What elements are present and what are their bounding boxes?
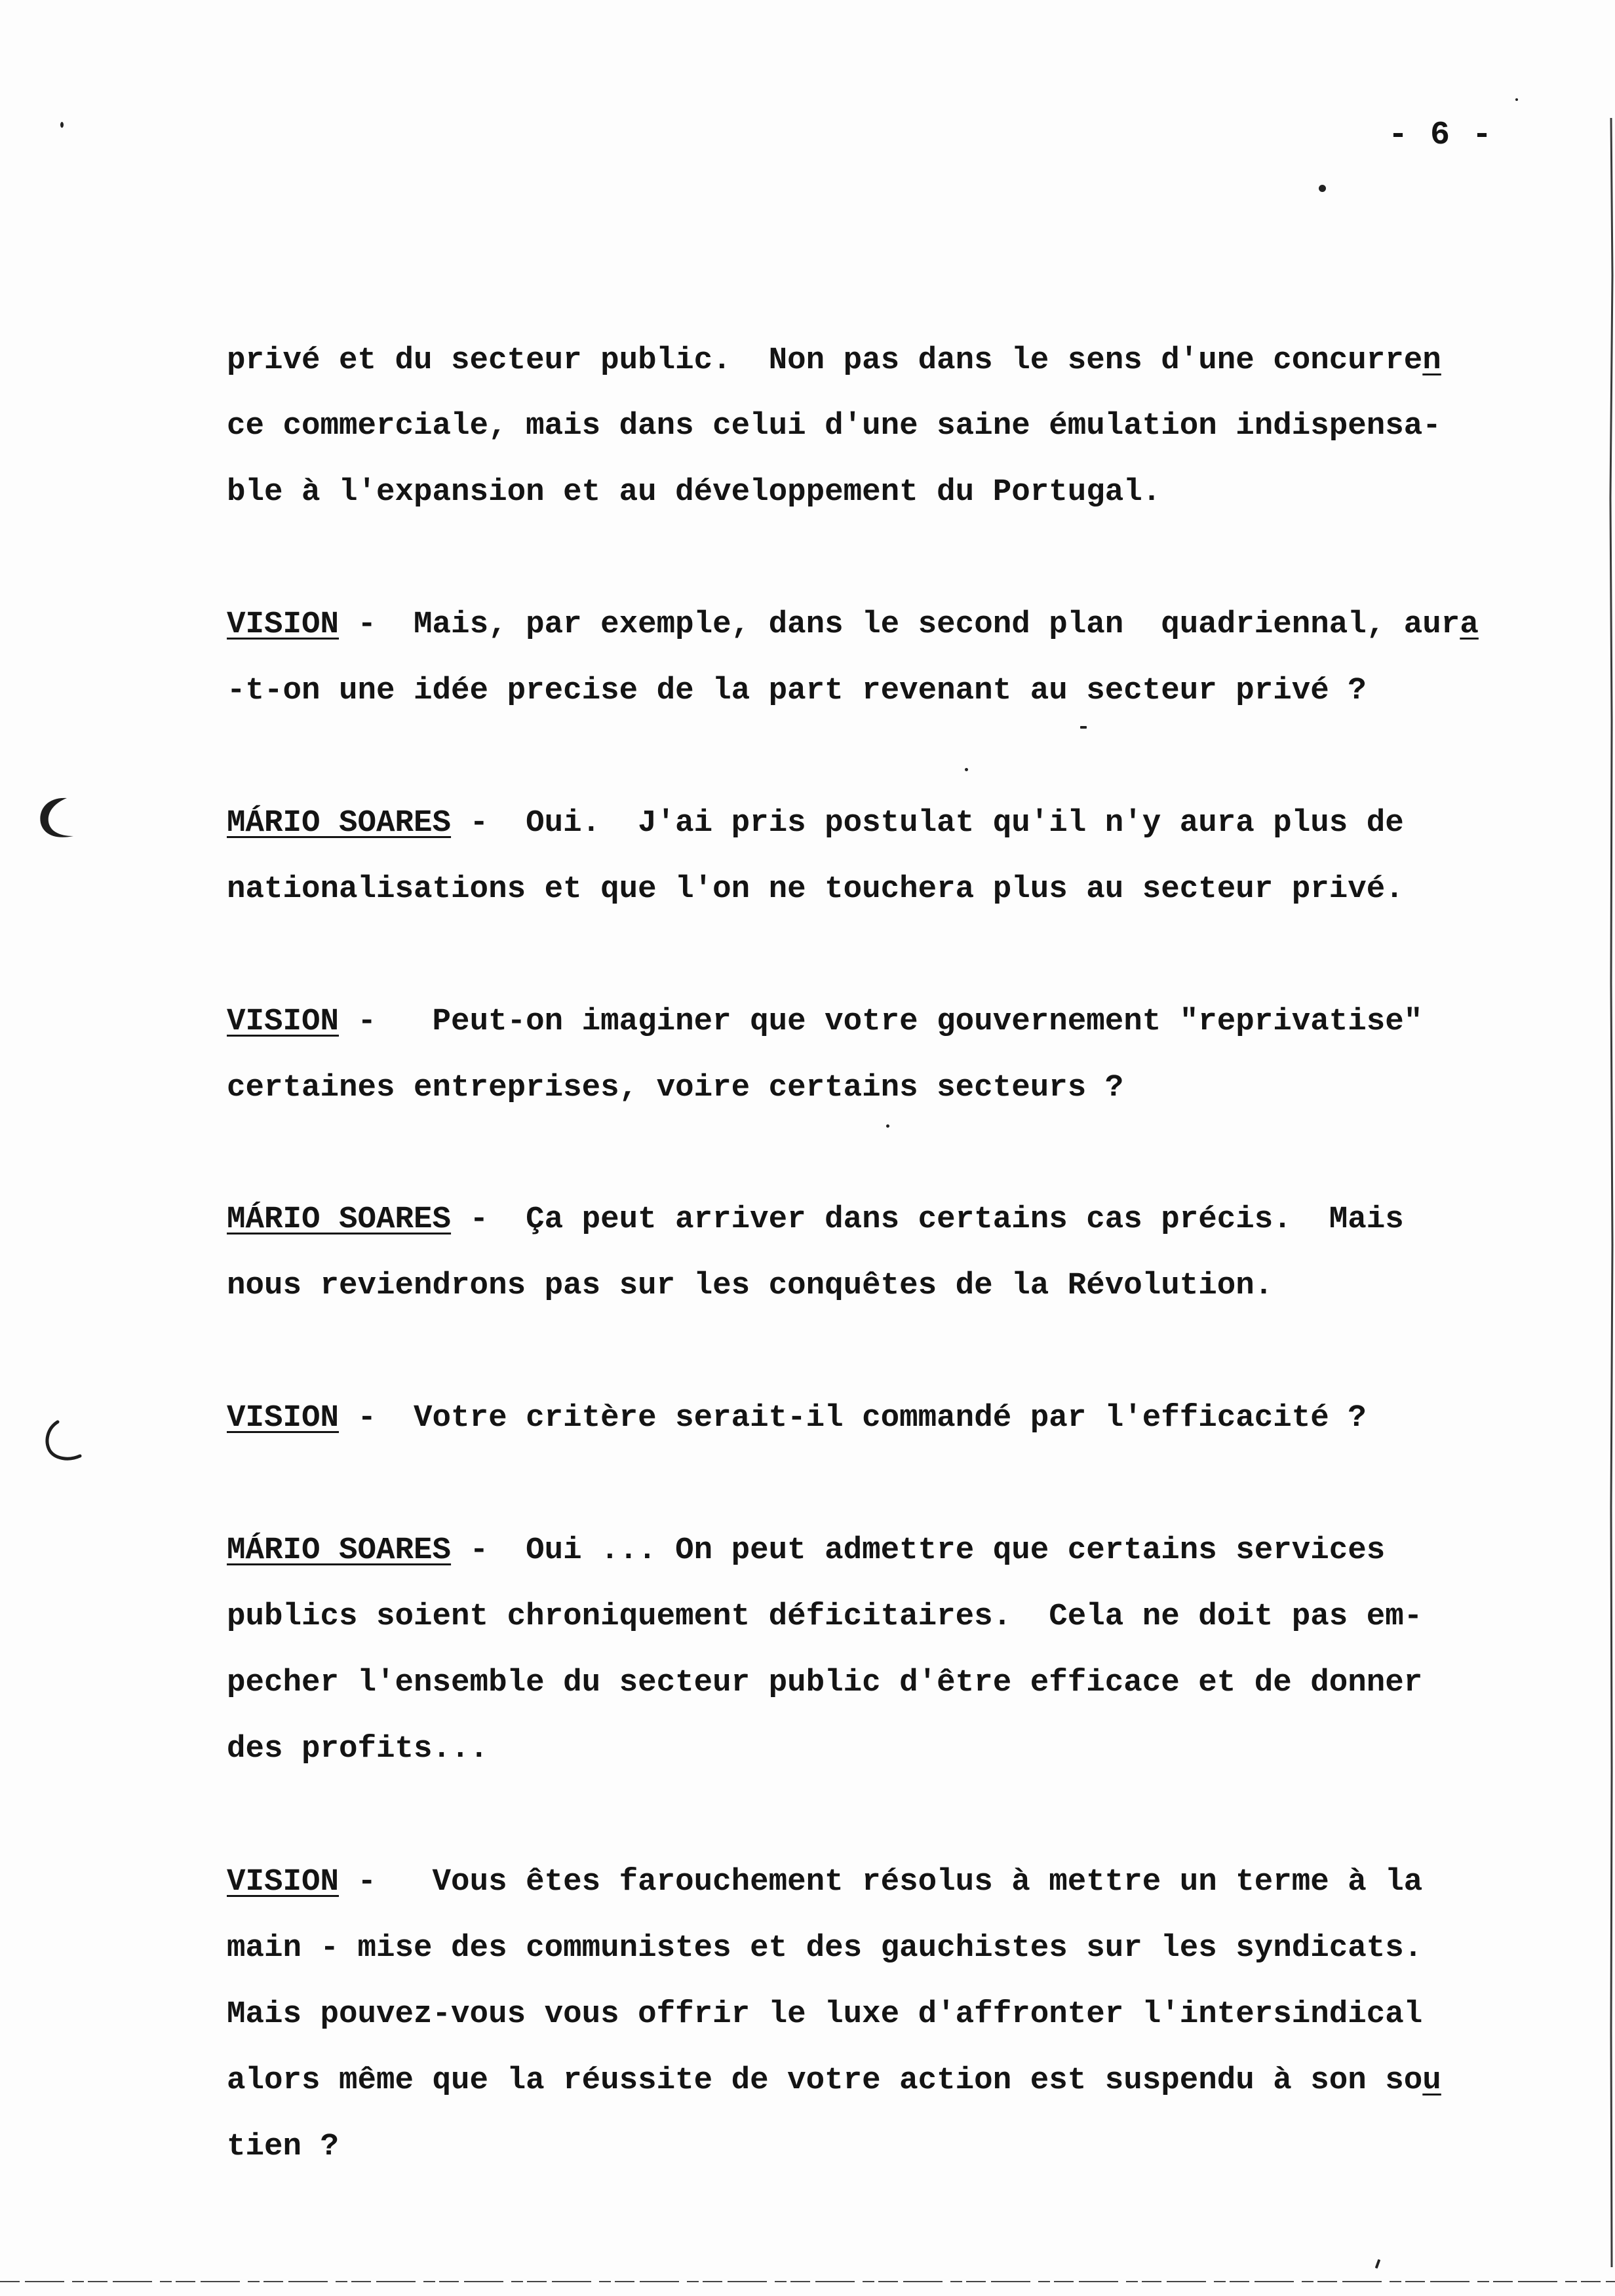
line-text: - Oui ... On peut admettre que certains services: [451, 1533, 1386, 1568]
text-line: [227, 1864, 1423, 1900]
scan-speck: [1080, 726, 1087, 729]
text-line: [227, 1999, 1422, 2031]
text-line: [227, 1665, 1423, 1700]
text-line: [227, 871, 1404, 907]
line-text: des profits...: [227, 1731, 489, 1767]
text-line: [227, 1070, 1124, 1105]
line-text: main - mise des communistes et des gauchistes sur les syndicats.: [227, 1930, 1423, 1966]
line-text: ce commerciale, mais dans celui d'une saine émulation indispensa-: [227, 408, 1441, 444]
text-line: [227, 474, 1161, 510]
page-number: - 6 -: [1388, 117, 1494, 154]
speaker-label: VISION: [227, 1400, 340, 1436]
scan-speck: [1319, 185, 1326, 192]
text-line: [227, 345, 1441, 377]
scan-speck: [886, 1124, 889, 1128]
text-line: [227, 805, 1404, 841]
page-edge: [1606, 0, 1615, 2296]
line-text: - Peut-on imaginer que votre gouvernement "reprivatise": [339, 1004, 1423, 1039]
speaker-label: VISION: [227, 1864, 340, 1900]
line-text: ble à l'expansion et au développement du Portugal.: [227, 474, 1161, 510]
speaker-label: VISION: [227, 607, 340, 642]
text-line: [227, 1204, 1404, 1236]
text-line: [227, 1535, 1385, 1567]
line-text: -t-on une idée precise de la part revenant au secteur privé ?: [227, 673, 1367, 708]
line-text: publics soient chroniquement déficitaires. Cela ne doit pas em-: [227, 1599, 1423, 1634]
scan-speck: [965, 768, 968, 771]
text-line: [227, 1731, 489, 1767]
line-tail: a: [1460, 607, 1479, 642]
line-text: tien ?: [227, 2129, 340, 2164]
line-text: certaines entreprises, voire certains secteurs ?: [227, 1070, 1124, 1105]
text-line: [227, 1930, 1423, 1966]
text-line: [227, 2065, 1441, 2097]
line-text: - Vous êtes farouchement résolus à mettre un terme à la: [339, 1864, 1423, 1900]
scan-speck: [1515, 98, 1518, 101]
line-text: - Oui. J'ai pris postulat qu'il n'y aura plus de: [451, 805, 1404, 841]
speaker-label: VISION: [227, 1004, 340, 1039]
speaker-label: MÁRIO SOARES: [227, 1533, 452, 1568]
text-line: [227, 408, 1441, 444]
text-line: [227, 1400, 1367, 1436]
speaker-label: MÁRIO SOARES: [227, 805, 452, 841]
line-text: - Ça peut arriver dans certains cas précis. Mais: [451, 1202, 1404, 1237]
text-line: [227, 2129, 340, 2164]
punch-hole-mark: [38, 1415, 90, 1468]
speaker-label: MÁRIO SOARES: [227, 1202, 452, 1237]
page-edge: [0, 2279, 1615, 2284]
text-line: [227, 609, 1479, 641]
line-text: Mais pouvez-vous vous offrir le luxe d'affronter l'intersindical: [227, 1997, 1423, 2032]
line-text: alors même que la réussite de votre action est suspendu à son so: [227, 2063, 1423, 2098]
text-line: [227, 1268, 1274, 1303]
line-text: nous reviendrons pas sur les conquêtes de la Révolution.: [227, 1268, 1274, 1303]
punch-hole-mark: [33, 793, 85, 845]
line-text: nationalisations et que l'on ne touchera plus au secteur privé.: [227, 871, 1404, 907]
line-text: - Mais, par exemple, dans le second plan quadriennal, aur: [339, 607, 1460, 642]
line-text: - Votre critère serait-il commandé par l'efficacité ?: [339, 1400, 1367, 1436]
line-tail: n: [1422, 343, 1441, 378]
line-text: privé et du secteur public. Non pas dans le sens d'une concurre: [227, 343, 1423, 378]
line-tail: u: [1422, 2063, 1441, 2098]
scan-speck: [1375, 2259, 1381, 2269]
text-line: [227, 1601, 1422, 1633]
line-text: pecher l'ensemble du secteur public d'être efficace et de donner: [227, 1665, 1423, 1700]
text-line: [227, 1006, 1422, 1038]
text-line: [227, 673, 1367, 708]
scan-speck: [60, 122, 64, 128]
